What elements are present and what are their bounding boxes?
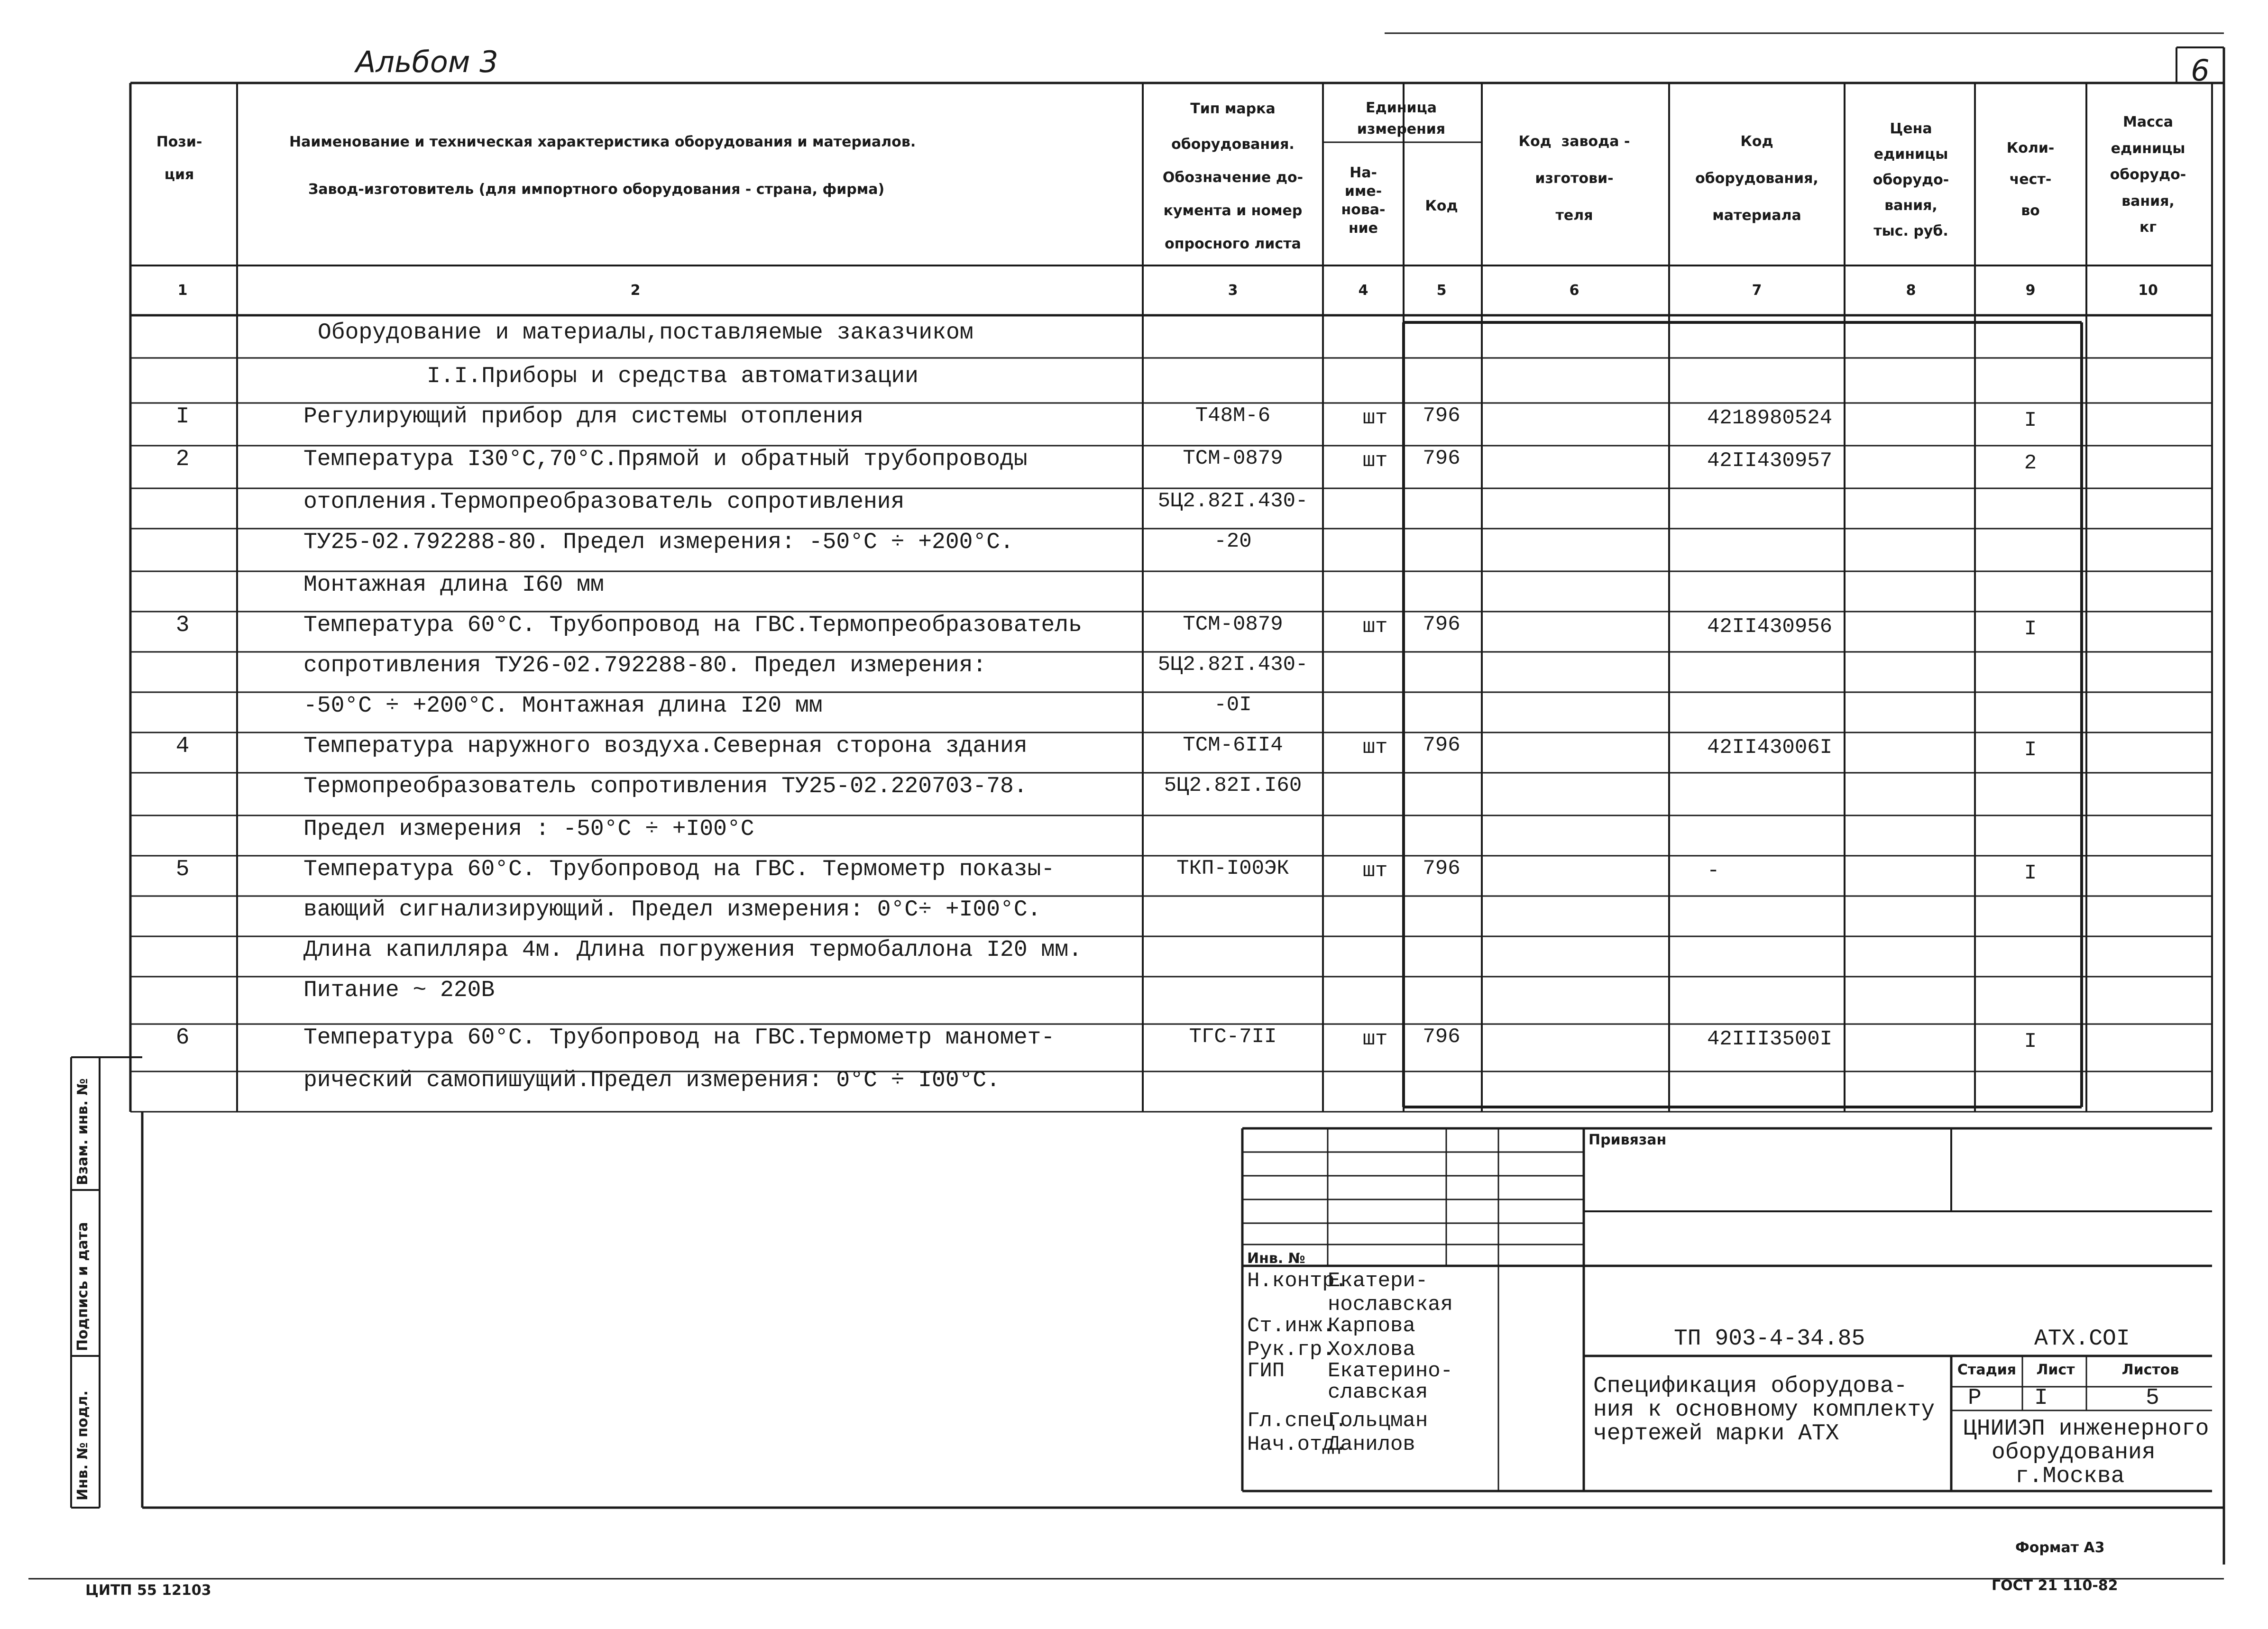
- column-number: 7: [1752, 282, 1762, 299]
- row-type: -0I: [1214, 693, 1252, 717]
- row-qty: I: [2024, 617, 2037, 641]
- row-unit-code: 796: [1423, 447, 1460, 470]
- column-number: 5: [1436, 282, 1447, 299]
- row-qty: 2: [2024, 451, 2037, 475]
- tb-role: Гл.спец.: [1247, 1409, 1348, 1433]
- column-number: 4: [1358, 282, 1368, 299]
- row-name: Температура 60°С. Трубопровод на ГВС.Термопреобразователь: [303, 613, 1082, 638]
- inv-label: Инв. №: [1247, 1250, 1305, 1267]
- row-name: Монтажная длина I60 мм: [303, 572, 604, 598]
- tb-role: Ст.инж.: [1247, 1314, 1335, 1338]
- row-name: Предел измерения : -50°С ÷ +I00°С: [303, 816, 754, 842]
- row-unit: шт: [1362, 449, 1388, 473]
- row-name: Температура I30°С,70°С.Прямой и обратный трубопроводы: [303, 447, 1028, 472]
- stage-value: Р: [1968, 1385, 1982, 1411]
- row-position: 4: [175, 733, 190, 759]
- row-name: Температура 60°С. Трубопровод на ГВС.Термометр маномет-: [303, 1025, 1055, 1051]
- row-type: 5Ц2.82I.I60: [1164, 774, 1302, 797]
- tb-person: Екатери-: [1328, 1269, 1428, 1293]
- row-position: 6: [175, 1025, 190, 1051]
- header-mass: Масса единицы оборудо- вания, кг: [2110, 114, 2186, 236]
- row-name: Термопреобразователь сопротивления ТУ25-02.220703-78.: [303, 774, 1028, 799]
- gost-label: ГОСТ 21 110-82: [1992, 1577, 2118, 1594]
- tb-role: ГИП: [1247, 1359, 1285, 1383]
- header-equip-code: Код оборудования, материала: [1695, 133, 1818, 224]
- header-unit: Единица измерения: [1357, 100, 1446, 137]
- row-qty: I: [2024, 409, 2037, 432]
- column-number: 1: [177, 282, 188, 299]
- row-qty: I: [2024, 738, 2037, 762]
- row-type: ТКП-I00ЭК: [1176, 857, 1289, 880]
- tb-person: Екатерино-: [1328, 1359, 1453, 1383]
- header-type-3: Обозначение до-: [1162, 169, 1304, 186]
- row-name: Питание ~ 220В: [303, 978, 495, 1003]
- format-label: Формат А3: [2015, 1539, 2105, 1556]
- tb-person: славская: [1328, 1381, 1428, 1404]
- column-number: 3: [1228, 282, 1238, 299]
- header-type-1: Тип марка: [1190, 101, 1276, 117]
- section-title: Оборудование и материалы,поставляемые заказчиком: [318, 320, 973, 346]
- row-type: 5Ц2.82I.430-: [1157, 653, 1308, 677]
- row-position: 5: [175, 857, 190, 882]
- row-unit: шт: [1362, 736, 1388, 760]
- row-unit: шт: [1362, 859, 1388, 883]
- column-number: 8: [1906, 282, 1916, 299]
- row-type: ТСМ-0879: [1183, 613, 1283, 636]
- tb-person: Гольцман: [1328, 1409, 1428, 1433]
- org-3: г.Москва: [2015, 1464, 2125, 1489]
- row-unit-code: 796: [1423, 733, 1460, 757]
- row-name: сопротивления ТУ26-02.792288-80. Предел измерения:: [303, 653, 987, 678]
- doc-title-2: ния к основному комплекту: [1593, 1397, 1935, 1423]
- doc-title-3: чертежей марки АТХ: [1593, 1421, 1839, 1446]
- column-number: 2: [630, 282, 641, 299]
- row-equip-code: 42II430956: [1707, 615, 1833, 639]
- header-price: Цена единицы оборудо- вания, тыс. руб.: [1873, 120, 1949, 239]
- row-equip-code: 42III3500I: [1707, 1027, 1833, 1051]
- row-position: I: [175, 404, 190, 430]
- row-name: Температура 60°С. Трубопровод на ГВС. Термометр показы-: [303, 857, 1055, 882]
- row-name: вающий сигнализирующий. Предел измерения: 0°С÷ +I00°С.: [303, 897, 1041, 923]
- privyazan-label: Привязан: [1589, 1132, 1667, 1148]
- header-qty: Коли- чест- во: [2006, 140, 2055, 219]
- row-name: Регулирующий прибор для системы отопления: [303, 404, 863, 430]
- row-unit: шт: [1362, 615, 1388, 639]
- tb-person: Хохлова: [1328, 1338, 1415, 1362]
- org-2: оборудования: [1992, 1440, 2156, 1465]
- row-type: ТГС-7II: [1189, 1025, 1277, 1049]
- row-name: ТУ25-02.792288-80. Предел измерения: -50°С ÷ +200°С.: [303, 530, 1014, 555]
- header-name-1: Наименование и техническая характеристика оборудования и материалов.: [289, 134, 916, 150]
- doc-code: АТХ.СОI: [2034, 1326, 2130, 1352]
- tb-person: Карпова: [1328, 1314, 1415, 1338]
- row-unit: шт: [1362, 406, 1388, 430]
- row-equip-code: 42II43006I: [1707, 736, 1833, 760]
- row-name: Температура наружного воздуха.Северная сторона здания: [303, 733, 1028, 759]
- tb-person: нославская: [1328, 1293, 1453, 1317]
- row-unit-code: 796: [1423, 857, 1460, 880]
- row-type: -20: [1214, 530, 1252, 553]
- row-equip-code: 4218980524: [1707, 406, 1833, 430]
- header-type-2: оборудования.: [1171, 136, 1295, 153]
- row-type: ТСМ-6II4: [1183, 733, 1283, 757]
- sheet-number: 6: [2191, 53, 2210, 88]
- row-unit-code: 796: [1423, 1025, 1460, 1049]
- header-name-2: Завод-изготовитель (для импортного оборудования - страна, фирма): [308, 181, 885, 198]
- row-type: Т48М-6: [1195, 404, 1271, 428]
- tb-role: Рук.гр.: [1247, 1338, 1335, 1362]
- header-factory-code: Код завода - изготови- теля: [1518, 133, 1630, 224]
- row-position: 3: [175, 613, 190, 638]
- stamp-podpis: Подпись и дата: [74, 1222, 91, 1351]
- header-unit-name: На- име- нова- ние: [1341, 165, 1386, 237]
- row-position: 2: [175, 447, 190, 472]
- print-code: ЦИТП 55 12103: [85, 1582, 211, 1599]
- row-unit-code: 796: [1423, 613, 1460, 636]
- row-name: Длина капилляра 4м. Длина погружения термобаллона I20 мм.: [303, 937, 1082, 963]
- row-equip-code: 42II430957: [1707, 449, 1833, 473]
- row-name: рический самопишущий.Предел измерения: 0°С ÷ I00°С.: [303, 1068, 1001, 1093]
- row-unit: шт: [1362, 1027, 1388, 1051]
- sheets-value: 5: [2146, 1385, 2159, 1411]
- row-type: 5Ц2.82I.430-: [1157, 489, 1308, 513]
- subsection-title: I.I.Приборы и средства автоматизации: [427, 364, 918, 389]
- doc-title-1: Спецификация оборудова-: [1593, 1373, 1908, 1399]
- column-number: 9: [2025, 282, 2036, 299]
- stamp-vzam: Взам. инв. №: [74, 1078, 91, 1185]
- column-number: 10: [2138, 282, 2158, 299]
- row-qty: I: [2024, 861, 2037, 885]
- sheet-label: Лист: [2036, 1362, 2075, 1378]
- stage-label: Стадия: [1957, 1362, 2017, 1378]
- row-name: отопления.Термопреобразователь сопротивления: [303, 489, 905, 515]
- project-code: ТП 903-4-34.85: [1674, 1326, 1865, 1352]
- album-label: Альбом 3: [356, 45, 498, 79]
- org-1: ЦНИИЭП инженерного: [1963, 1416, 2209, 1442]
- row-type: ТСМ-0879: [1183, 447, 1283, 470]
- tb-role: Н.контр.: [1247, 1269, 1348, 1293]
- row-equip-code: -: [1707, 859, 1720, 883]
- header-type-5: опросного листа: [1165, 236, 1301, 252]
- header-type-4: кумента и номер: [1163, 202, 1303, 219]
- sheet-value: I: [2034, 1385, 2048, 1411]
- tb-role: Нач.отд.: [1247, 1433, 1348, 1456]
- row-name: -50°С ÷ +200°С. Монтажная длина I20 мм: [303, 693, 823, 719]
- row-qty: I: [2024, 1030, 2037, 1053]
- stamp-inv: Инв. № подл.: [74, 1390, 91, 1501]
- header-position: Пози- ция: [156, 134, 202, 183]
- sheets-label: Листов: [2121, 1362, 2179, 1378]
- tb-person: Данилов: [1328, 1433, 1415, 1456]
- header-unit-code: Код: [1425, 198, 1458, 214]
- row-unit-code: 796: [1423, 404, 1460, 428]
- column-number: 6: [1569, 282, 1579, 299]
